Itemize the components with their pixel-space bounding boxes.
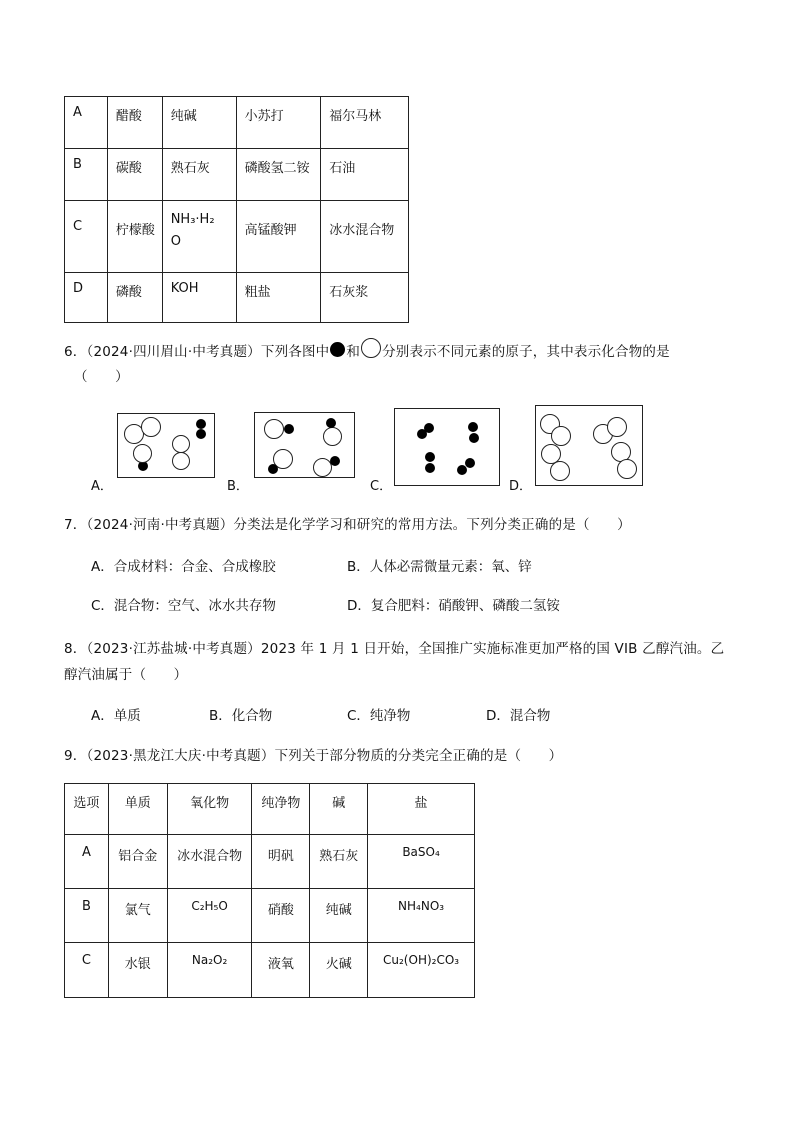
diagram-a[interactable] bbox=[117, 413, 215, 478]
filled-atom bbox=[417, 429, 427, 439]
cell: KOH bbox=[162, 273, 236, 323]
q6-stem bbox=[64, 338, 670, 360]
q8-option-d[interactable]: D．混合物 bbox=[486, 708, 551, 724]
q7-stem: 7．（2024·河南·中考真题）分类法是化学学习和研究的常用方法。下列分类正确的是（ ） bbox=[64, 517, 631, 533]
q6-text-after: 分别表示不同元素的原子，其中表示化合物的是 bbox=[382, 344, 670, 360]
cell: A bbox=[65, 97, 108, 149]
cell: 冰水混合物 bbox=[321, 201, 409, 273]
cell: 纯碱 bbox=[162, 97, 236, 149]
cell: 粗盐 bbox=[236, 273, 321, 323]
cell: 高锰酸钾 bbox=[236, 201, 321, 273]
option-d-label: D． bbox=[509, 479, 533, 494]
q5-table bbox=[64, 96, 409, 323]
formula-line: NH₃·H₂ bbox=[170, 212, 215, 227]
filled-atom bbox=[268, 464, 278, 474]
cell: A bbox=[65, 835, 109, 889]
cell: 纯碱 bbox=[310, 889, 368, 943]
hollow-atom bbox=[172, 452, 190, 470]
hollow-atom bbox=[617, 459, 637, 479]
header-cell: 选项 bbox=[65, 784, 109, 835]
filled-atom-icon bbox=[330, 342, 345, 357]
hollow-atom bbox=[133, 444, 152, 463]
cell: 石油 bbox=[321, 149, 409, 201]
cell: 熟石灰 bbox=[162, 149, 236, 201]
filled-atom bbox=[425, 463, 435, 473]
cell: 明矾 bbox=[252, 835, 310, 889]
hollow-atom bbox=[551, 426, 571, 446]
formula-line: O bbox=[170, 234, 181, 249]
cell: 冰水混合物 bbox=[167, 835, 252, 889]
cell: 磷酸氢二铵 bbox=[236, 149, 321, 201]
header-cell: 纯净物 bbox=[252, 784, 310, 835]
header-cell: 氧化物 bbox=[167, 784, 252, 835]
cell: 石灰浆 bbox=[321, 273, 409, 323]
filled-atom bbox=[457, 465, 467, 475]
hollow-atom bbox=[323, 427, 342, 446]
option-a-label: A． bbox=[91, 479, 113, 494]
header-cell: 单质 bbox=[108, 784, 167, 835]
q8-option-c[interactable]: C．纯净物 bbox=[347, 708, 411, 724]
table-row bbox=[65, 835, 475, 889]
diagram-d[interactable] bbox=[535, 405, 643, 486]
cell-na2o2: Na₂O₂ bbox=[167, 943, 252, 998]
cell: 氯气 bbox=[108, 889, 167, 943]
cell: C bbox=[65, 201, 108, 273]
q6-text-before: 6．（2024·四川眉山·中考真题）下列各图中 bbox=[64, 344, 330, 360]
cell: C bbox=[65, 943, 109, 998]
q8-stem-line1: 8．（2023·江苏盐城·中考真题）2023 年 1 月 1 日开始，全国推广实施标准更加严格的国 VIB 乙醇汽油。乙 bbox=[64, 641, 725, 657]
hollow-atom bbox=[172, 435, 190, 453]
cell: 火碱 bbox=[310, 943, 368, 998]
diagram-b[interactable] bbox=[254, 412, 355, 478]
table-row bbox=[65, 149, 409, 201]
q6-paren: （ ） bbox=[74, 369, 129, 385]
cell: 柠檬酸 bbox=[107, 201, 162, 273]
hollow-atom-icon bbox=[361, 338, 381, 358]
q8-option-b[interactable]: B．化合物 bbox=[209, 708, 273, 724]
cell: 液氧 bbox=[252, 943, 310, 998]
cell: 水银 bbox=[108, 943, 167, 998]
cell: 小苏打 bbox=[236, 97, 321, 149]
cell: 熟石灰 bbox=[310, 835, 368, 889]
table-row bbox=[65, 273, 409, 323]
cell: B bbox=[65, 149, 108, 201]
header-cell: 盐 bbox=[368, 784, 475, 835]
option-b-label: B． bbox=[227, 479, 249, 494]
table-row bbox=[65, 97, 409, 149]
option-c-label: C． bbox=[370, 479, 393, 494]
table-row bbox=[65, 943, 475, 998]
q8-stem-line2: 醇汽油属于（ ） bbox=[64, 667, 188, 683]
filled-atom bbox=[468, 422, 478, 432]
q7-option-c[interactable]: C．混合物：空气、冰水共存物 bbox=[91, 598, 276, 614]
table-row bbox=[65, 201, 409, 273]
cell: 铝合金 bbox=[108, 835, 167, 889]
q9-table bbox=[64, 783, 475, 998]
cell: 磷酸 bbox=[107, 273, 162, 323]
q8-option-a[interactable]: A．单质 bbox=[91, 708, 141, 724]
q7-option-b[interactable]: B．人体必需微量元素：氧、锌 bbox=[347, 559, 532, 575]
filled-atom bbox=[330, 456, 340, 466]
filled-atom bbox=[284, 424, 294, 434]
q7-option-a[interactable]: A．合成材料：合金、合成橡胶 bbox=[91, 559, 276, 575]
cell: 醋酸 bbox=[107, 97, 162, 149]
q9-stem: 9．（2023·黑龙江大庆·中考真题）下列关于部分物质的分类完全正确的是（ ） bbox=[64, 748, 563, 764]
cell: 福尔马林 bbox=[321, 97, 409, 149]
cell-nh4no3: NH₄NO₃ bbox=[368, 889, 475, 943]
filled-atom bbox=[196, 429, 206, 439]
cell: D bbox=[65, 273, 108, 323]
filled-atom bbox=[425, 452, 435, 462]
cell: B bbox=[65, 889, 109, 943]
filled-atom bbox=[196, 419, 206, 429]
filled-atom bbox=[326, 418, 336, 428]
table-header-row bbox=[65, 784, 475, 835]
hollow-atom bbox=[607, 417, 627, 437]
cell-baso4: BaSO₄ bbox=[368, 835, 475, 889]
cell-c2h5o: C₂H₅O bbox=[167, 889, 252, 943]
cell: 碳酸 bbox=[107, 149, 162, 201]
diagram-c[interactable] bbox=[394, 408, 500, 486]
q7-option-d[interactable]: D．复合肥料：硝酸钾、磷酸二氢铵 bbox=[347, 598, 560, 614]
filled-atom bbox=[469, 433, 479, 443]
table-row bbox=[65, 889, 475, 943]
cell: 硝酸 bbox=[252, 889, 310, 943]
hollow-atom bbox=[141, 417, 161, 437]
cell-nh3h2o bbox=[162, 201, 236, 273]
cell-cu2oh2co3: Cu₂(OH)₂CO₃ bbox=[368, 943, 475, 998]
filled-atom bbox=[465, 458, 475, 468]
q6-text-and: 和 bbox=[346, 344, 361, 360]
header-cell: 碱 bbox=[310, 784, 368, 835]
hollow-atom bbox=[550, 461, 570, 481]
hollow-atom bbox=[264, 419, 284, 439]
